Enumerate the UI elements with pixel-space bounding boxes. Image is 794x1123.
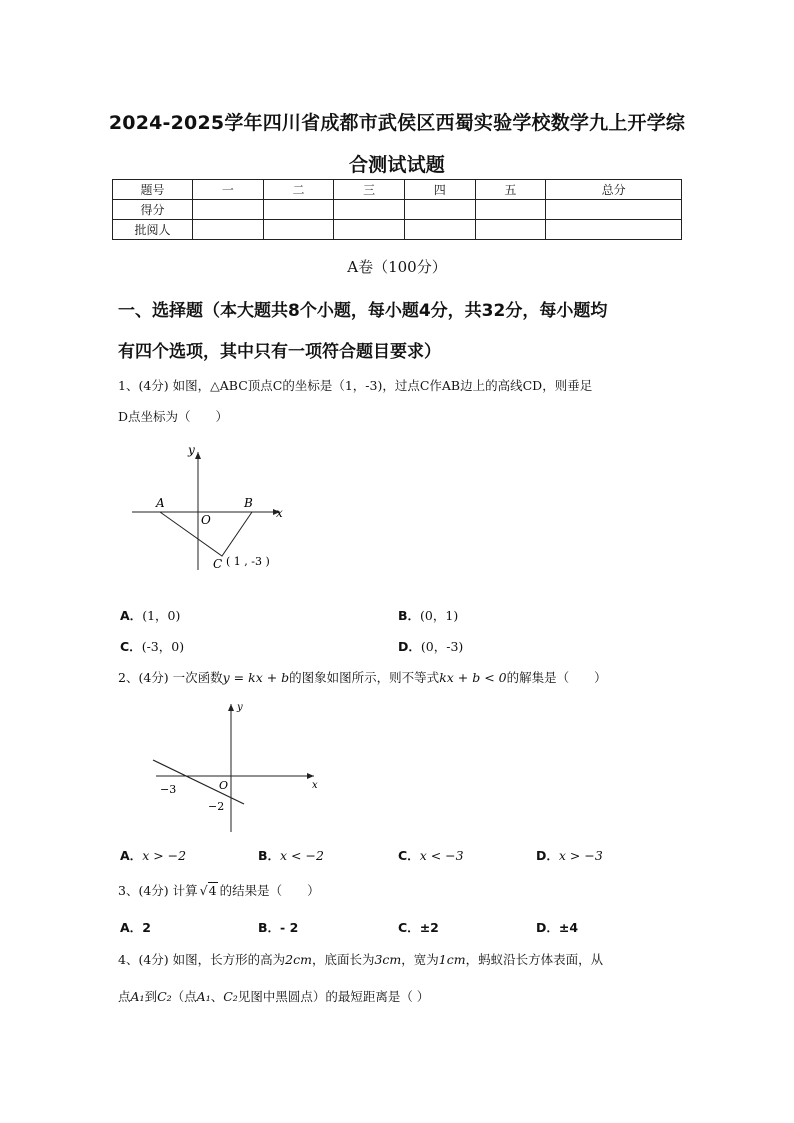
y-intercept-label: −2 xyxy=(208,800,225,813)
q2-function: y = kx + b xyxy=(222,670,290,685)
score-cell[interactable] xyxy=(475,200,546,220)
point-a-label: A xyxy=(156,496,165,510)
q3-option-d[interactable] xyxy=(536,918,578,936)
option-key: B． xyxy=(398,608,421,623)
option-key: A． xyxy=(120,848,143,863)
y-axis-arrow-icon xyxy=(228,704,234,711)
option-text: - 2 xyxy=(280,920,299,935)
score-header-cell: 一 xyxy=(193,180,264,200)
score-header-cell: 三 xyxy=(334,180,405,200)
q4-stem-line2 xyxy=(118,987,429,1005)
q4-point: A₁ xyxy=(130,989,145,1004)
q2-stem xyxy=(118,668,607,686)
q1-option-b[interactable] xyxy=(398,606,458,624)
x-intercept-label: −3 xyxy=(160,783,177,796)
q2-option-d[interactable] xyxy=(536,846,603,864)
point-c-label: C xyxy=(213,557,223,571)
score-cell[interactable] xyxy=(193,220,264,240)
function-line xyxy=(153,760,244,804)
origin-label: O xyxy=(201,513,211,527)
option-key: B． xyxy=(258,920,281,935)
origin-label: O xyxy=(219,779,229,792)
q4-point: C₂ xyxy=(157,989,172,1004)
option-key: C． xyxy=(120,639,142,654)
q3-stem xyxy=(118,881,320,899)
q4-height: 2cm xyxy=(285,952,312,967)
option-key: D． xyxy=(536,920,559,935)
option-text: (0，-3) xyxy=(420,639,464,654)
q4-text: ，宽为 xyxy=(401,952,439,967)
q3-option-b[interactable] xyxy=(258,918,298,936)
q2-inequality: kx + b < 0 xyxy=(439,670,507,685)
exam-title-line1: 2024-2025学年四川省成都市武侯区西蜀实验学校数学九上开学综 xyxy=(108,112,686,134)
y-axis-label: y xyxy=(237,702,243,713)
option-key: D． xyxy=(536,848,559,863)
score-table-header-row xyxy=(113,180,682,200)
option-text: x < −3 xyxy=(419,848,464,863)
q4-length: 3cm xyxy=(374,952,402,967)
q4-point: C₂ xyxy=(223,989,238,1004)
q2-suffix: 的解集是（ ） xyxy=(506,670,607,685)
option-key: D． xyxy=(398,639,421,654)
q4-point: A₁ xyxy=(196,989,211,1004)
q4-text: 点 xyxy=(118,989,131,1004)
option-text: ±4 xyxy=(558,920,579,935)
q4-text: ，底面长为 xyxy=(311,952,375,967)
y-axis-arrow-icon xyxy=(195,452,201,459)
score-cell[interactable] xyxy=(404,200,475,220)
q3-prefix: 3、(4分) 计算 xyxy=(118,883,198,898)
score-cell[interactable] xyxy=(263,200,334,220)
score-cell[interactable] xyxy=(404,220,475,240)
q4-text: 见图中黑圆点）的最短距离是（ ） xyxy=(237,989,430,1004)
x-axis-label: x xyxy=(312,780,318,791)
q3-option-c[interactable] xyxy=(398,918,439,936)
q1-stem-line1: 1、(4分) 如图，△ABC顶点C的坐标是（1，-3)，过点C作AB边上的高线CD，则垂足 xyxy=(118,378,593,393)
q4-text: ，蚂蚁沿长方体表面，从 xyxy=(465,952,604,967)
score-table-row xyxy=(113,200,682,220)
sqrt-radicand: 4 xyxy=(208,883,217,898)
score-header-cell: 五 xyxy=(475,180,546,200)
q3-option-a[interactable] xyxy=(120,918,151,936)
option-key: B． xyxy=(258,848,281,863)
score-cell[interactable] xyxy=(334,220,405,240)
x-axis-arrow-icon xyxy=(307,773,314,779)
score-row-label: 得分 xyxy=(113,200,193,220)
option-key: C． xyxy=(398,920,420,935)
q1-stem-line2: D点坐标为（ ） xyxy=(118,409,229,424)
score-header-cell: 二 xyxy=(263,180,334,200)
q2-middle: 的图象如图所示，则不等式 xyxy=(289,670,440,685)
q1-option-c[interactable] xyxy=(120,637,184,655)
score-header-cell: 总分 xyxy=(546,180,682,200)
q4-text: 4、(4分) 如图，长方形的高为 xyxy=(118,952,286,967)
score-row-label: 批阅人 xyxy=(113,220,193,240)
option-text: x > −2 xyxy=(142,848,187,863)
sqrt-icon: √ xyxy=(199,883,208,898)
option-text: (-3，0) xyxy=(141,639,185,654)
exam-title-line2: 合测试试题 xyxy=(348,154,445,176)
option-text: 2 xyxy=(142,920,151,935)
score-cell[interactable] xyxy=(546,220,682,240)
q1-option-d[interactable] xyxy=(398,637,463,655)
score-cell[interactable] xyxy=(334,200,405,220)
score-cell[interactable] xyxy=(263,220,334,240)
q2-option-b[interactable] xyxy=(258,846,324,864)
q2-option-c[interactable] xyxy=(398,846,464,864)
option-text: ±2 xyxy=(419,920,439,935)
q3-suffix: 的结果是（ ） xyxy=(219,883,320,898)
q1-option-a[interactable] xyxy=(120,606,180,624)
score-cell[interactable] xyxy=(546,200,682,220)
point-b-label: B xyxy=(244,496,253,510)
option-key: A． xyxy=(120,920,143,935)
q4-text: （点 xyxy=(171,989,197,1004)
option-text: (1，0) xyxy=(142,608,181,623)
option-text: x > −3 xyxy=(558,848,603,863)
q2-option-a[interactable] xyxy=(120,846,186,864)
score-cell[interactable] xyxy=(475,220,546,240)
q4-text: 、 xyxy=(210,989,224,1004)
section1-heading-line1: 一、选择题（本大题共8个小题，每小题4分，共32分，每小题均 xyxy=(118,301,608,321)
score-header-cell: 题号 xyxy=(113,180,193,200)
y-axis-label: y xyxy=(188,443,195,457)
q1-triangle-figure xyxy=(120,440,300,580)
q2-prefix: 2、(4分) 一次函数 xyxy=(118,670,223,685)
point-c-coordinate: ( 1 , -3 ) xyxy=(226,555,270,568)
option-text: x < −2 xyxy=(280,848,324,863)
option-key: A． xyxy=(120,608,143,623)
section1-heading-line2: 有四个选项，其中只有一项符合题目要求） xyxy=(118,342,441,362)
q2-line-graph-figure xyxy=(148,698,328,838)
score-header-cell: 四 xyxy=(404,180,475,200)
score-table-row xyxy=(113,220,682,240)
paper-a-heading: A卷（100分） xyxy=(347,258,447,276)
q4-stem-line1 xyxy=(118,950,603,968)
score-cell[interactable] xyxy=(193,200,264,220)
sqrt-expression xyxy=(200,883,218,898)
x-axis-label: x xyxy=(276,506,283,520)
score-table xyxy=(112,179,682,240)
q4-text: 到 xyxy=(144,989,158,1004)
option-text: (0，1) xyxy=(420,608,459,623)
q4-width: 1cm xyxy=(438,952,466,967)
option-key: C． xyxy=(398,848,420,863)
